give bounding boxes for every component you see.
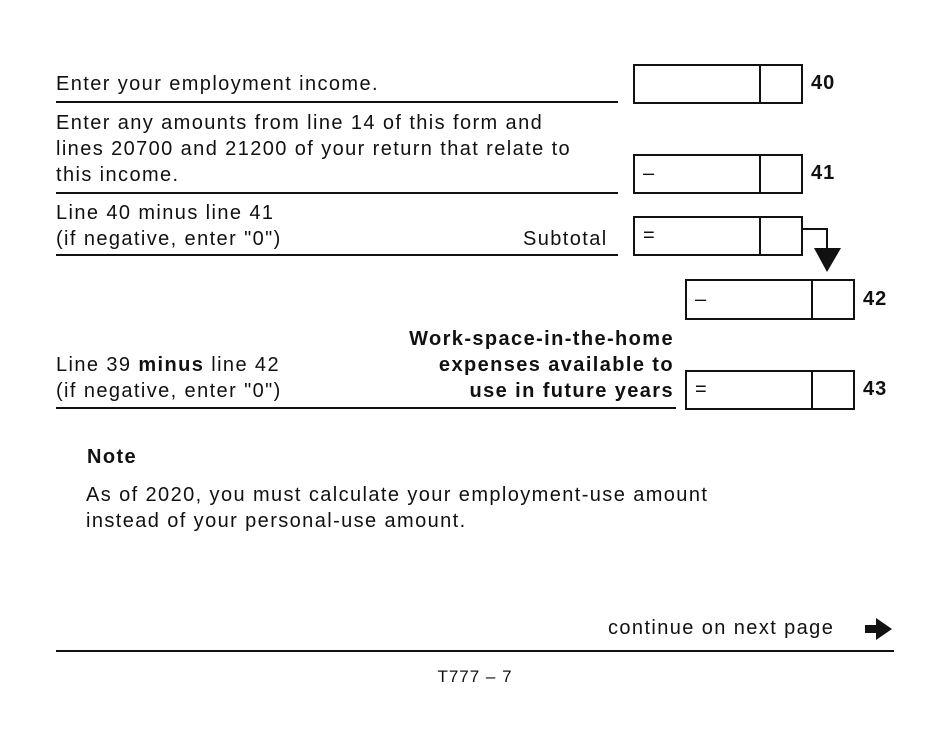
line-42-dollars-input[interactable] bbox=[715, 283, 811, 316]
cents-divider bbox=[811, 372, 813, 408]
minus-sign: – bbox=[695, 288, 707, 310]
divider bbox=[56, 192, 618, 194]
continue-next-page-text: continue on next page bbox=[608, 617, 835, 639]
cents-divider bbox=[759, 66, 761, 102]
note-heading: Note bbox=[87, 446, 138, 468]
line-43-text-part: line 42 bbox=[204, 354, 280, 376]
line-40-amount-field[interactable] bbox=[633, 64, 803, 104]
line-43-label-2: expenses available to bbox=[438, 354, 674, 376]
line-number-42: 42 bbox=[863, 288, 888, 310]
line-41-text-2: lines 20700 and 21200 of your return that relate to bbox=[56, 138, 572, 160]
line-43-text-part: Line 39 bbox=[56, 354, 139, 376]
divider bbox=[56, 407, 676, 409]
subtotal-dollars-input[interactable] bbox=[663, 220, 759, 252]
line-43-text-bold: minus bbox=[138, 354, 205, 376]
line-number-43: 43 bbox=[863, 378, 888, 400]
line-43-dollars-input[interactable] bbox=[715, 374, 811, 406]
line-41-dollars-input[interactable] bbox=[663, 158, 759, 190]
line-41-text-3: this income. bbox=[56, 164, 180, 186]
divider bbox=[56, 254, 618, 256]
equals-sign: = bbox=[643, 224, 655, 247]
equals-sign: = bbox=[695, 378, 707, 401]
line-number-41: 41 bbox=[811, 162, 836, 184]
line-number-40: 40 bbox=[811, 72, 836, 94]
divider bbox=[56, 101, 618, 103]
line-43-text-1 bbox=[56, 352, 280, 378]
line-43-label-1: Work-space-in-the-home bbox=[409, 328, 674, 350]
line-43-amount-field[interactable] bbox=[685, 370, 855, 410]
line-43-text-2: (if negative, enter "0") bbox=[56, 380, 282, 402]
line-43-label-3: use in future years bbox=[469, 380, 674, 402]
minus-sign: – bbox=[643, 162, 655, 185]
page-number: T777 – 7 bbox=[437, 667, 513, 686]
cents-divider bbox=[759, 218, 761, 254]
right-arrow-icon bbox=[864, 617, 894, 641]
line-41-text-1: Enter any amounts from line 14 of this form and bbox=[56, 112, 544, 134]
subtotal-text-2: (if negative, enter "0") bbox=[56, 228, 282, 250]
down-arrow-icon bbox=[800, 224, 846, 274]
subtotal-amount-field[interactable] bbox=[633, 216, 803, 256]
subtotal-label: Subtotal bbox=[523, 228, 608, 250]
cents-divider bbox=[811, 281, 813, 318]
footer-divider bbox=[56, 650, 894, 652]
note-text-2: instead of your personal-use amount. bbox=[86, 510, 467, 532]
line-40-dollars-input[interactable] bbox=[663, 68, 759, 100]
cents-divider bbox=[759, 156, 761, 192]
line-42-amount-field[interactable] bbox=[685, 279, 855, 320]
note-text-1: As of 2020, you must calculate your employment-use amount bbox=[86, 484, 709, 506]
subtotal-text-1: Line 40 minus line 41 bbox=[56, 202, 275, 224]
line-41-amount-field[interactable] bbox=[633, 154, 803, 194]
line-40-text: Enter your employment income. bbox=[56, 73, 379, 95]
